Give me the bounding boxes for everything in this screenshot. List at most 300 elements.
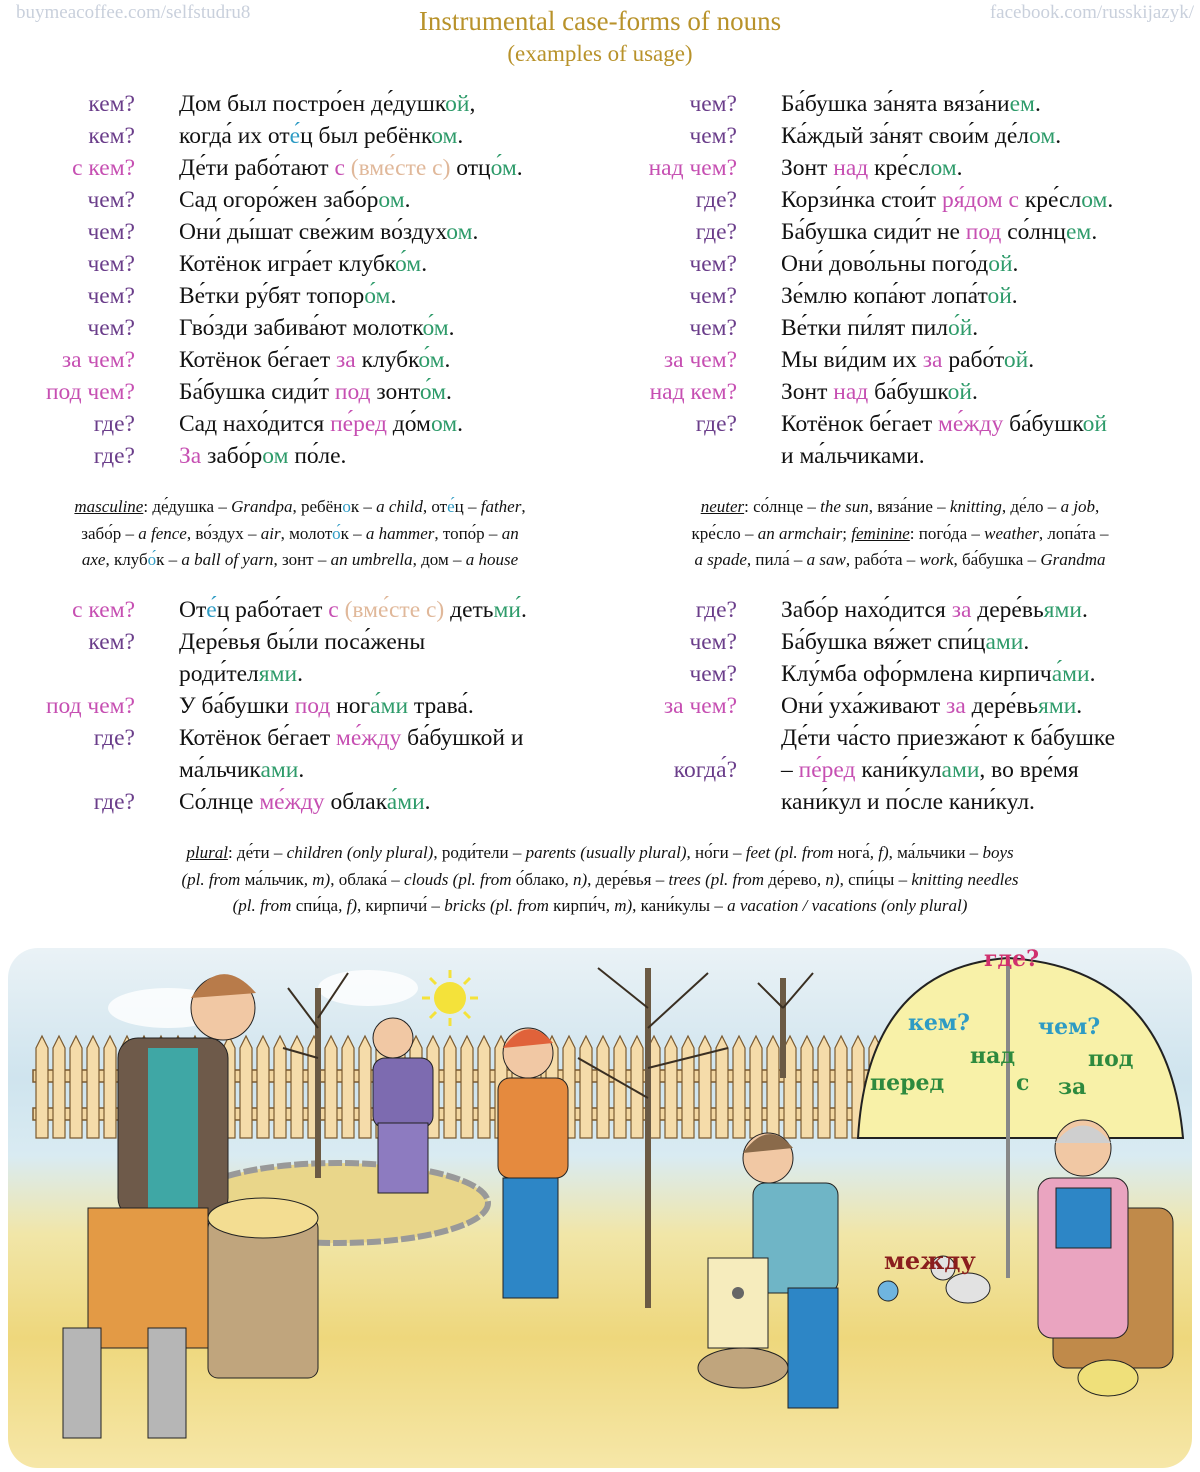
case-question: с кем? [72, 597, 135, 623]
text-segment: Сад огоро́жен забо́р [179, 187, 379, 213]
case-question [602, 786, 737, 818]
example-sentence [781, 626, 1029, 658]
text-segment: кре́сл [1018, 187, 1082, 213]
example-row [0, 280, 600, 312]
umbrella-word-nad: над [970, 1043, 1016, 1069]
glossary-line [600, 547, 1200, 574]
text-segment: feet (pl. from [745, 843, 838, 862]
text-segment: по́ле. [288, 443, 347, 469]
text-segment: ой [1082, 411, 1107, 437]
example-sentence [781, 312, 978, 344]
text-segment: и ма́льчиками. [781, 443, 925, 469]
example-row [0, 120, 600, 152]
example-sentence [179, 626, 425, 658]
text-segment: father [480, 497, 522, 516]
text-segment: ц рабо́тает [216, 597, 329, 623]
text-segment: . [516, 155, 523, 181]
example-row [602, 376, 1200, 408]
text-segment: , ба́бушка – [953, 550, 1041, 569]
between-label: между [884, 1246, 976, 1275]
text-segment: к – [156, 550, 182, 569]
text-segment: роди́тел [179, 661, 259, 687]
example-row [602, 722, 1200, 754]
text-segment: рабо́т [942, 347, 1004, 373]
case-question [0, 754, 135, 786]
text-segment: , спи́цы – [839, 869, 912, 889]
text-segment: , молот [280, 523, 333, 543]
text-segment: Grandma [1040, 550, 1106, 569]
text-segment: Котёнок бе́гает [781, 411, 938, 437]
text-segment: Ве́тки ру́бят топор [179, 283, 365, 309]
text-segment: , от [422, 497, 448, 516]
text-segment: masculine [74, 497, 144, 516]
example-sentence [179, 152, 523, 184]
text-segment: кре́сл [868, 155, 931, 181]
text-segment: . [457, 411, 463, 437]
umbrella-word-kem: кем? [908, 1010, 970, 1036]
text-segment: Котёнок игра́ет клубк [179, 251, 395, 277]
text-segment: knitting needles [911, 869, 1019, 889]
text-segment: . [1034, 91, 1041, 117]
text-segment: . [520, 597, 527, 623]
text-segment: кирпи́ч [553, 896, 606, 915]
glossary-line [0, 494, 600, 521]
text-segment: Они́ ды́шат све́жим во́здух [179, 219, 447, 245]
glossary-line [0, 547, 600, 574]
page-title: Instrumental case-forms of nouns [418, 6, 782, 36]
text-segment: ами [985, 629, 1024, 655]
text-segment: под [965, 219, 1002, 245]
text-segment: Котёнок бе́гает [179, 347, 336, 373]
text-segment: , [521, 497, 526, 516]
example-sentence [179, 754, 304, 786]
text-segment: ног [330, 693, 371, 719]
case-question: где? [695, 219, 737, 245]
text-segment: Дере́вья бы́ли поса́жены [179, 629, 426, 655]
text-segment: . [424, 789, 431, 815]
case-question: с кем? [72, 155, 135, 181]
text-segment: ба́бушк [1003, 411, 1083, 437]
case-question: кем? [88, 123, 135, 149]
text-segment: , n) [816, 869, 840, 889]
text-segment: ом [262, 443, 289, 469]
text-segment: о́м [422, 315, 449, 341]
text-segment: . [390, 283, 397, 309]
text-segment: Де́ти ча́сто приезжа́ют к ба́бушке [781, 725, 1116, 751]
example-row [602, 408, 1200, 440]
example-sentence [179, 248, 427, 280]
example-sentence [179, 722, 523, 754]
text-segment: ем [1009, 91, 1035, 117]
example-sentence [781, 88, 1041, 120]
example-sentence [179, 280, 396, 312]
text-segment: neuter [700, 497, 745, 516]
text-segment: Зонт [781, 379, 834, 405]
example-row [0, 626, 600, 658]
text-segment: ом [930, 155, 957, 181]
text-segment: за [951, 597, 972, 623]
text-segment: Они́ уха́живают [781, 693, 947, 719]
text-segment: , но́ги – [686, 843, 746, 862]
text-segment: ба́бушкой и [401, 725, 524, 751]
text-segment: ц – [454, 497, 481, 516]
text-segment: Зе́млю копа́ют лопа́т [781, 283, 988, 309]
watermark-right: facebook.com/russkijazyk/ [989, 2, 1194, 23]
text-segment: У ба́бушки [179, 693, 295, 719]
text-segment: . [971, 379, 978, 405]
umbrella-word-gde: где? [984, 948, 1040, 972]
text-segment: Со́лнце [179, 789, 260, 815]
text-segment: – [781, 757, 799, 783]
example-sentence [179, 120, 463, 152]
example-sentence [179, 690, 474, 722]
text-segment: а́ми [1051, 661, 1090, 687]
text-segment: облак [324, 789, 387, 815]
example-row [0, 722, 600, 754]
text-segment: . [1081, 597, 1088, 623]
text-segment: , [469, 91, 476, 117]
text-segment: : де́ти – [227, 843, 287, 862]
text-segment: пе́ред [330, 411, 387, 437]
text-segment: , во вре́мя [979, 757, 1079, 783]
text-segment: е́ [447, 497, 455, 516]
text-segment: : со́лнце – [744, 497, 821, 516]
text-segment: над [833, 155, 869, 181]
text-segment: Де́ти рабо́тают [179, 155, 335, 181]
example-sentence [781, 280, 1018, 312]
text-segment: ой [947, 379, 972, 405]
text-segment: . [297, 661, 303, 687]
section1-right-examples [602, 88, 1200, 472]
text-segment: a fence [138, 523, 187, 543]
text-segment: , кани́кулы – [632, 896, 728, 915]
text-segment: ой [1003, 347, 1029, 373]
example-sentence [781, 594, 1088, 626]
text-segment: a hammer [365, 523, 435, 543]
case-question: где? [93, 411, 135, 437]
glossary-line [0, 840, 1200, 867]
neuter-feminine-glossary [600, 494, 1200, 574]
example-sentence [781, 248, 1018, 280]
masculine-glossary [0, 494, 600, 574]
text-segment: трава́. [408, 693, 474, 719]
text-segment: е́ [206, 597, 217, 623]
text-segment: до́м [386, 411, 431, 437]
text-segment: , n) [564, 869, 588, 889]
text-segment: кре́сло – [691, 523, 758, 543]
example-sentence [179, 376, 452, 408]
example-sentence [781, 408, 1107, 440]
text-segment: : де́душка – [143, 497, 232, 516]
text-segment: ой [445, 91, 470, 117]
text-segment: о́м [364, 283, 391, 309]
text-segment: кани́кул и по́сле кани́кул. [781, 789, 1035, 815]
text-segment: Сад нахо́дится [179, 411, 331, 437]
case-question: где? [93, 725, 135, 751]
example-row [0, 152, 600, 184]
text-segment: ме́жду [937, 411, 1004, 437]
example-row [0, 376, 600, 408]
glossary-line [0, 867, 1200, 894]
text-segment: ме́жду [335, 725, 402, 751]
text-segment: air [260, 523, 281, 543]
text-segment: о́м [490, 155, 517, 181]
text-segment: , m) [303, 869, 331, 889]
example-sentence [179, 408, 463, 440]
case-question: где? [93, 443, 135, 469]
example-row [0, 312, 600, 344]
text-segment: , облака́ – [330, 869, 405, 889]
text-segment: a child [376, 497, 423, 516]
text-segment: a house [465, 550, 519, 569]
text-segment: (pl. from [232, 896, 296, 915]
text-segment: knitting [949, 497, 1002, 516]
text-segment: спи́ца [295, 896, 339, 915]
example-sentence [781, 216, 1097, 248]
case-question: над чем? [648, 155, 737, 181]
example-sentence [781, 690, 1082, 722]
text-segment: plural [186, 843, 228, 862]
text-segment: . [472, 219, 479, 245]
case-question: кем? [88, 91, 135, 117]
text-segment: Дом был постро́ен де́душк [179, 91, 446, 117]
text-segment: ба́бушк [868, 379, 948, 405]
example-sentence [781, 658, 1096, 690]
text-segment: ями [258, 661, 298, 687]
text-segment: : пого́да – [909, 523, 985, 543]
text-segment: ой [988, 251, 1013, 277]
text-segment: a ball of yarn [181, 550, 274, 569]
example-sentence [781, 440, 925, 472]
example-row [0, 440, 600, 472]
case-question [602, 722, 737, 754]
example-sentence [781, 184, 1113, 216]
example-row [0, 184, 600, 216]
text-segment: . [1076, 693, 1083, 719]
text-segment: . [421, 251, 428, 277]
text-segment: , пила́ – [746, 550, 807, 569]
text-segment: Ве́тки пи́лят пил [781, 315, 948, 341]
text-segment: ой [987, 283, 1012, 309]
text-segment: a spade [694, 550, 747, 569]
text-segment: . [1012, 251, 1019, 277]
case-question: чем? [87, 187, 135, 213]
example-row [602, 312, 1200, 344]
text-segment: о́ [147, 550, 157, 569]
case-question: за чем? [61, 347, 135, 373]
text-segment: о́м [419, 379, 446, 405]
example-row [0, 408, 600, 440]
example-sentence [781, 786, 1035, 818]
text-segment: ем [1066, 219, 1092, 245]
text-segment: an [501, 523, 519, 543]
example-row [0, 216, 600, 248]
text-segment: , клуб [105, 550, 148, 569]
case-question: чем? [87, 219, 135, 245]
text-segment: clouds (pl. from [404, 869, 516, 889]
text-segment: , m) [605, 896, 633, 915]
example-row [0, 690, 600, 722]
example-sentence [179, 786, 431, 818]
example-row [602, 120, 1200, 152]
text-segment: за [946, 693, 966, 719]
example-sentence [781, 152, 963, 184]
example-row [0, 248, 600, 280]
text-segment: От [179, 597, 207, 623]
text-segment: Мы ви́дим их [781, 347, 923, 373]
garden-scene-icon [8, 948, 1192, 1468]
text-segment: Они́ дово́льны пого́д [781, 251, 989, 277]
text-segment: , лопа́та – [1038, 523, 1109, 543]
text-segment: ами [941, 757, 980, 783]
text-segment: ; [842, 523, 852, 543]
text-segment: над [833, 379, 869, 405]
text-segment: нога́ [837, 843, 870, 862]
text-segment: за [922, 347, 943, 373]
example-row [602, 690, 1200, 722]
text-segment: ме́жду [259, 789, 325, 815]
text-segment: , вяза́ние – [868, 497, 950, 516]
example-sentence [179, 344, 450, 376]
text-segment: о́м [395, 251, 422, 277]
text-segment: , ребён [292, 497, 343, 516]
example-row [602, 88, 1200, 120]
text-segment: за [335, 347, 356, 373]
text-segment: ом [430, 411, 458, 437]
umbrella-word-pod: под [1088, 1046, 1134, 1072]
text-segment: ом [378, 187, 405, 213]
case-question: чем? [689, 661, 737, 687]
text-segment: о́й [947, 315, 973, 341]
case-question: чем? [689, 629, 737, 655]
example-row [0, 88, 600, 120]
case-question: под чем? [45, 379, 135, 405]
text-segment: work [919, 550, 954, 569]
case-question: чем? [689, 123, 737, 149]
text-segment: ма́льчик [179, 757, 261, 783]
text-segment: , f) [338, 896, 357, 915]
text-segment: о [342, 497, 351, 516]
text-segment: о́м [418, 347, 445, 373]
text-segment: . [1089, 661, 1096, 687]
text-segment: к – [340, 523, 366, 543]
text-segment: , во́здух – [186, 523, 261, 543]
text-segment: ом [431, 123, 458, 149]
text-segment: the sun [820, 497, 869, 516]
text-segment: . [457, 123, 464, 149]
case-question: чем? [689, 315, 737, 341]
text-segment: Зонт [781, 155, 834, 181]
plural-glossary [0, 840, 1200, 920]
case-question: где? [695, 411, 737, 437]
case-question: чем? [689, 91, 737, 117]
text-segment: де́рево [768, 869, 817, 889]
text-segment: . [298, 757, 305, 783]
text-segment: (pl. from [181, 869, 245, 889]
text-segment: trees (pl. from [668, 869, 769, 889]
text-segment: (вме́сте с) [344, 155, 457, 181]
umbrella-word-s: с [1016, 1070, 1030, 1096]
text-segment: Grandpa [231, 497, 293, 516]
text-segment: Котёнок бе́гает [179, 725, 336, 751]
text-segment: с [328, 597, 339, 623]
text-segment: е́ [289, 123, 301, 149]
glossary-line [0, 521, 600, 548]
text-segment: . [1091, 219, 1098, 245]
watermark-left: buymeacoffee.com/selfstudru8 [16, 2, 251, 23]
case-question: чем? [689, 251, 737, 277]
text-segment: . [1055, 123, 1062, 149]
text-segment: , ма́льчики – [888, 843, 983, 862]
text-segment: . [1107, 187, 1114, 213]
text-segment: ма́льчик [244, 869, 304, 889]
umbrella-word-za: за [1058, 1074, 1087, 1100]
section2-left-examples [0, 594, 600, 818]
example-sentence [179, 184, 410, 216]
text-segment: a vacation / vacations (only plural) [727, 896, 968, 915]
section2-right-examples [602, 594, 1200, 818]
example-row [602, 626, 1200, 658]
case-question: где? [695, 597, 737, 623]
text-segment: деть [450, 597, 494, 623]
example-row [0, 658, 600, 690]
text-segment: Ка́ждый за́нят свои́м де́л [781, 123, 1030, 149]
example-row [602, 754, 1200, 786]
text-segment: bricks (pl. from [444, 896, 554, 915]
case-question: чем? [87, 283, 135, 309]
glossary-line [600, 521, 1200, 548]
example-row [0, 594, 600, 626]
text-segment: weather [984, 523, 1039, 543]
text-segment: . [1028, 347, 1035, 373]
text-segment: Ба́бушка сиди́т не [781, 219, 966, 245]
text-segment: ом [1081, 187, 1108, 213]
text-segment: . [446, 379, 452, 405]
text-segment: . [448, 315, 455, 341]
text-segment: с [334, 155, 345, 181]
text-segment: ом [1029, 123, 1056, 149]
text-segment: Ба́бушка сиди́т [179, 379, 335, 405]
text-segment: a saw [806, 550, 846, 569]
text-segment: . [956, 155, 963, 181]
page-subtitle: (examples of usage) [507, 41, 693, 66]
text-segment: о́блако [515, 869, 565, 889]
text-segment: , [1095, 497, 1100, 516]
example-sentence [179, 594, 527, 626]
example-sentence [781, 722, 1115, 754]
text-segment: забо́р [201, 443, 263, 469]
example-row [602, 786, 1200, 818]
text-segment: , кирпичи́ – [356, 896, 445, 915]
text-segment: , зонт – [273, 550, 331, 569]
example-row [0, 786, 600, 818]
example-row [602, 440, 1200, 472]
example-sentence [179, 216, 478, 248]
text-segment: , f) [869, 843, 889, 862]
example-sentence [179, 312, 455, 344]
example-row [602, 280, 1200, 312]
text-segment: о́ [332, 523, 341, 543]
text-segment: . [1011, 283, 1018, 309]
case-question: над кем? [649, 379, 737, 405]
example-sentence [179, 658, 303, 690]
text-segment: кани́кул [855, 757, 942, 783]
case-question: где? [93, 789, 135, 815]
text-segment: ц был ребёнк [300, 123, 432, 149]
garden-illustration [8, 948, 1192, 1468]
section1-left-examples [0, 88, 600, 472]
text-segment: Корзи́нка стои́т [781, 187, 942, 213]
